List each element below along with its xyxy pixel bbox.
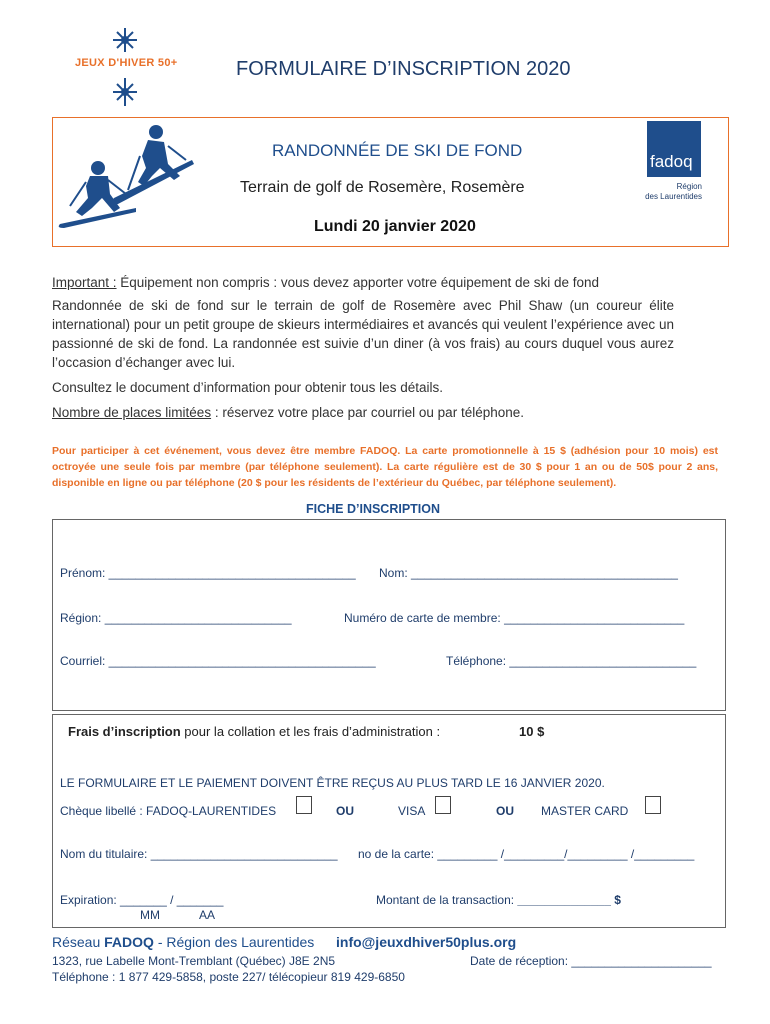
or-label: OU xyxy=(336,804,354,818)
visa-checkbox[interactable] xyxy=(435,796,451,814)
skier-icon xyxy=(56,120,196,230)
transaction-amount-field[interactable]: Montant de la transaction: ______________ $ xyxy=(376,893,621,907)
reception-date-field[interactable]: Date de réception: _____________________ xyxy=(470,954,712,968)
mastercard-label: MASTER CARD xyxy=(541,804,629,818)
nom-field[interactable]: Nom: ________________________________________ xyxy=(379,566,678,580)
event-description: Randonnée de ski de fond sur le terrain de golf de Rosemère avec Phil Shaw (un coureur élite international) pour un petit groupe de skieurs intermédiaires et avancés qui veulent l’expérience avec un passionné de ski de fond. La randonnée est suivie d’un diner (à vos frais) au cours duquel vous aurez l’occasion d’échanger avec lui. xyxy=(52,298,674,370)
or-label: OU xyxy=(496,804,514,818)
fadoq-logo-text: fadoq xyxy=(650,152,693,171)
expiration-field[interactable]: Expiration: _______ / _______ xyxy=(60,893,224,907)
event-date: Lundi 20 janvier 2020 xyxy=(314,218,476,235)
logo-text: JEUX D'HIVER 50+ xyxy=(75,57,178,69)
consult-note: Consultez le document d’information pour obtenir tous les détails. xyxy=(52,380,443,395)
event-location: Terrain de golf de Rosemère, Rosemère xyxy=(240,179,525,196)
event-name: RANDONNÉE DE SKI DE FOND xyxy=(272,141,523,160)
limited-places-note: Nombre de places limitées : réservez votre place par courriel ou par téléphone. xyxy=(52,405,524,420)
fadoq-region: Région des Laurentides xyxy=(645,182,702,201)
mastercard-checkbox[interactable] xyxy=(645,796,661,814)
fadoq-logo xyxy=(647,121,701,177)
expiration-year-label: AA xyxy=(199,908,216,922)
important-note: Important : Équipement non compris : vous devez apporter votre équipement de ski de fond xyxy=(52,275,600,290)
deadline-notice: LE FORMULAIRE ET LE PAIEMENT DOIVENT ÊTRE REÇUS AU PLUS TARD LE 16 JANVIER 2020. xyxy=(60,776,605,790)
fee-amount: 10 $ xyxy=(519,724,545,739)
footer-address: 1323, rue Labelle Mont-Tremblant (Québec) J8E 2N5 xyxy=(52,954,336,968)
membership-number-field[interactable]: Numéro de carte de membre: ___________________________ xyxy=(344,611,685,625)
expiration-month-label: MM xyxy=(140,908,160,922)
form-title: FICHE D’INSCRIPTION xyxy=(306,502,441,516)
visa-label: VISA xyxy=(398,804,426,818)
prenom-field[interactable]: Prénom: _____________________________________ xyxy=(60,566,356,580)
cheque-checkbox[interactable] xyxy=(296,796,312,814)
footer-phone: Téléphone : 1 877 429-5858, poste 227/ télécopieur 819 429-6850 xyxy=(52,970,405,984)
phone-field[interactable]: Téléphone: ____________________________ xyxy=(446,654,697,668)
region-field[interactable]: Région: ____________________________ xyxy=(60,611,292,625)
cheque-label: Chèque libellé : FADOQ-LAURENTIDES xyxy=(60,804,277,818)
footer-network: Réseau FADOQ - Région des Laurentides xyxy=(52,934,315,950)
card-number-field[interactable]: no de la carte: _________ /_________/_________ /_________ xyxy=(358,847,695,861)
page-title: FORMULAIRE D’INSCRIPTION 2020 xyxy=(236,58,571,80)
fee-line: Frais d’inscription pour la collation et les frais d’administration : xyxy=(68,724,441,739)
membership-notice: Pour participer à cet événement, vous devez être membre FADOQ. La carte promotionnelle à 15 $ (adhésion pour 10 mois) est octroyée une seule fois par membre (par téléphone seulement). La carte régulière est de 30 $ pour 1 an ou de 50$ pour 2 ans, disponible en ligne ou par téléphone (20 $ pour les résidents de l’extérieur du Québec, par téléphone seulement). xyxy=(52,445,718,489)
footer-email-link[interactable]: info@jeuxdhiver50plus.org xyxy=(336,934,517,950)
email-field[interactable]: Courriel: ________________________________________ xyxy=(60,654,376,668)
cardholder-field[interactable]: Nom du titulaire: ____________________________ xyxy=(60,847,338,861)
